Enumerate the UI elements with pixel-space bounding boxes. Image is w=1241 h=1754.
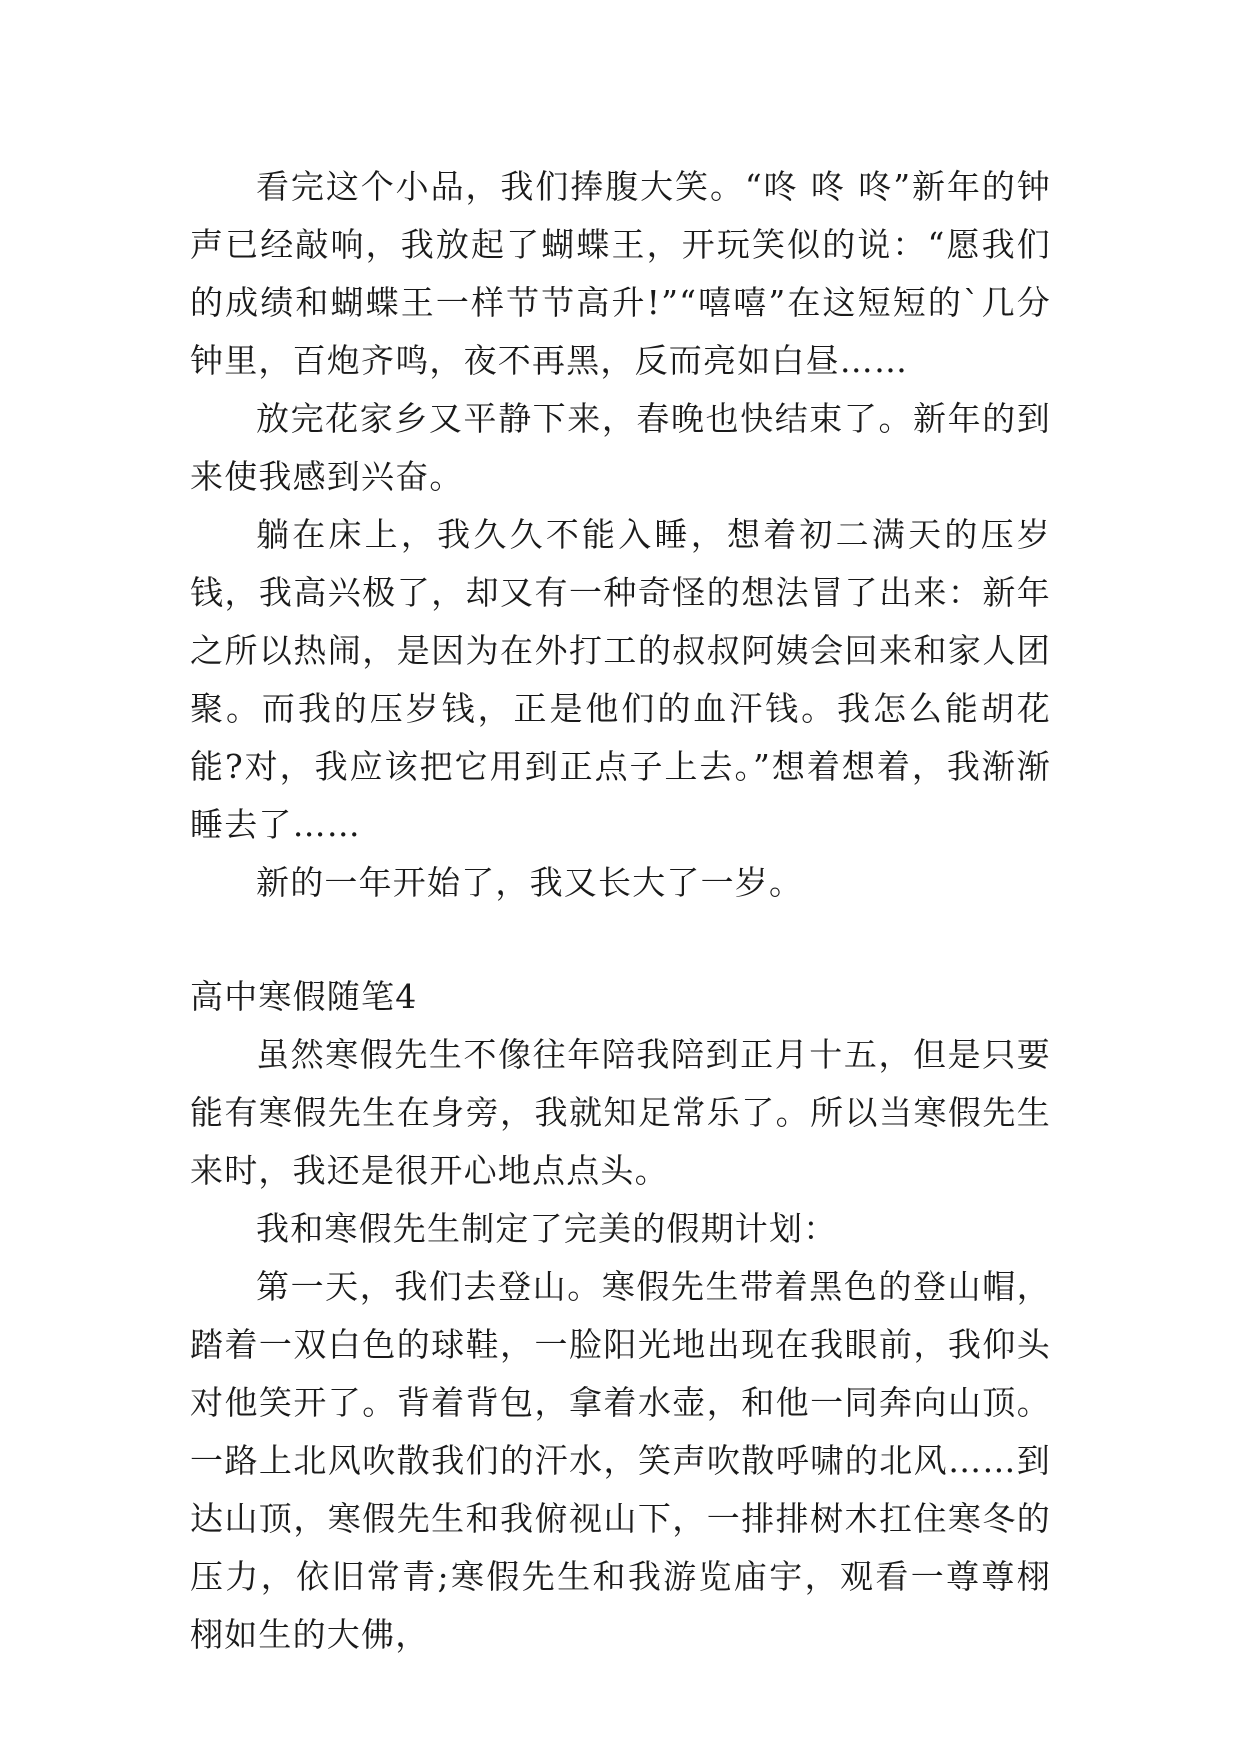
paragraph: 看完这个小品，我们捧腹大笑。“咚 咚 咚”新年的钟声已经敲响，我放起了蝴蝶王，开玩笑似的说：“愿我们的成绩和蝴蝶王一样节节高升!”“嘻嘻”在这短短的`几分钟里，百炮齐鸣，夜不再黑，反而亮如白昼…… [190, 167, 1051, 380]
paragraph: 新的一年开始了，我又长大了一岁。 [256, 863, 804, 902]
section-title: 高中寒假随笔4 [190, 977, 418, 1016]
document-body [190, 158, 1051, 1664]
paragraph: 放完花家乡又平静下来，春晚也快结束了。新年的到来使我感到兴奋。 [190, 399, 1051, 496]
paragraph: 躺在床上，我久久不能入睡，想着初二满天的压岁钱，我高兴极了，却又有一种奇怪的想法冒了出来：新年之所以热闹，是因为在外打工的叔叔阿姨会回来和家人团聚。而我的压岁钱，正是他们的血汗钱。我怎么能胡花能?对，我应该把它用到正点子上去。”想着想着，我渐渐睡去了…… [190, 515, 1051, 844]
section-spacer [190, 912, 1051, 968]
paragraph: 我和寒假先生制定了完美的假期计划： [256, 1209, 838, 1248]
paragraph: 虽然寒假先生不像往年陪我陪到正月十五，但是只要能有寒假先生在身旁，我就知足常乐了。所以当寒假先生来时，我还是很开心地点点头。 [190, 1035, 1051, 1190]
paragraph: 第一天，我们去登山。寒假先生带着黑色的登山帽，踏着一双白色的球鞋，一脸阳光地出现在我眼前，我仰头对他笑开了。背着背包，拿着水壶，和他一同奔向山顶。一路上北风吹散我们的汗水，笑声吹散呼啸的北风……到达山顶，寒假先生和我俯视山下，一排排树木扛住寒冬的压力，依旧常青;寒假先生和我游览庙宇，观看一尊尊栩栩如生的大佛， [190, 1267, 1051, 1654]
